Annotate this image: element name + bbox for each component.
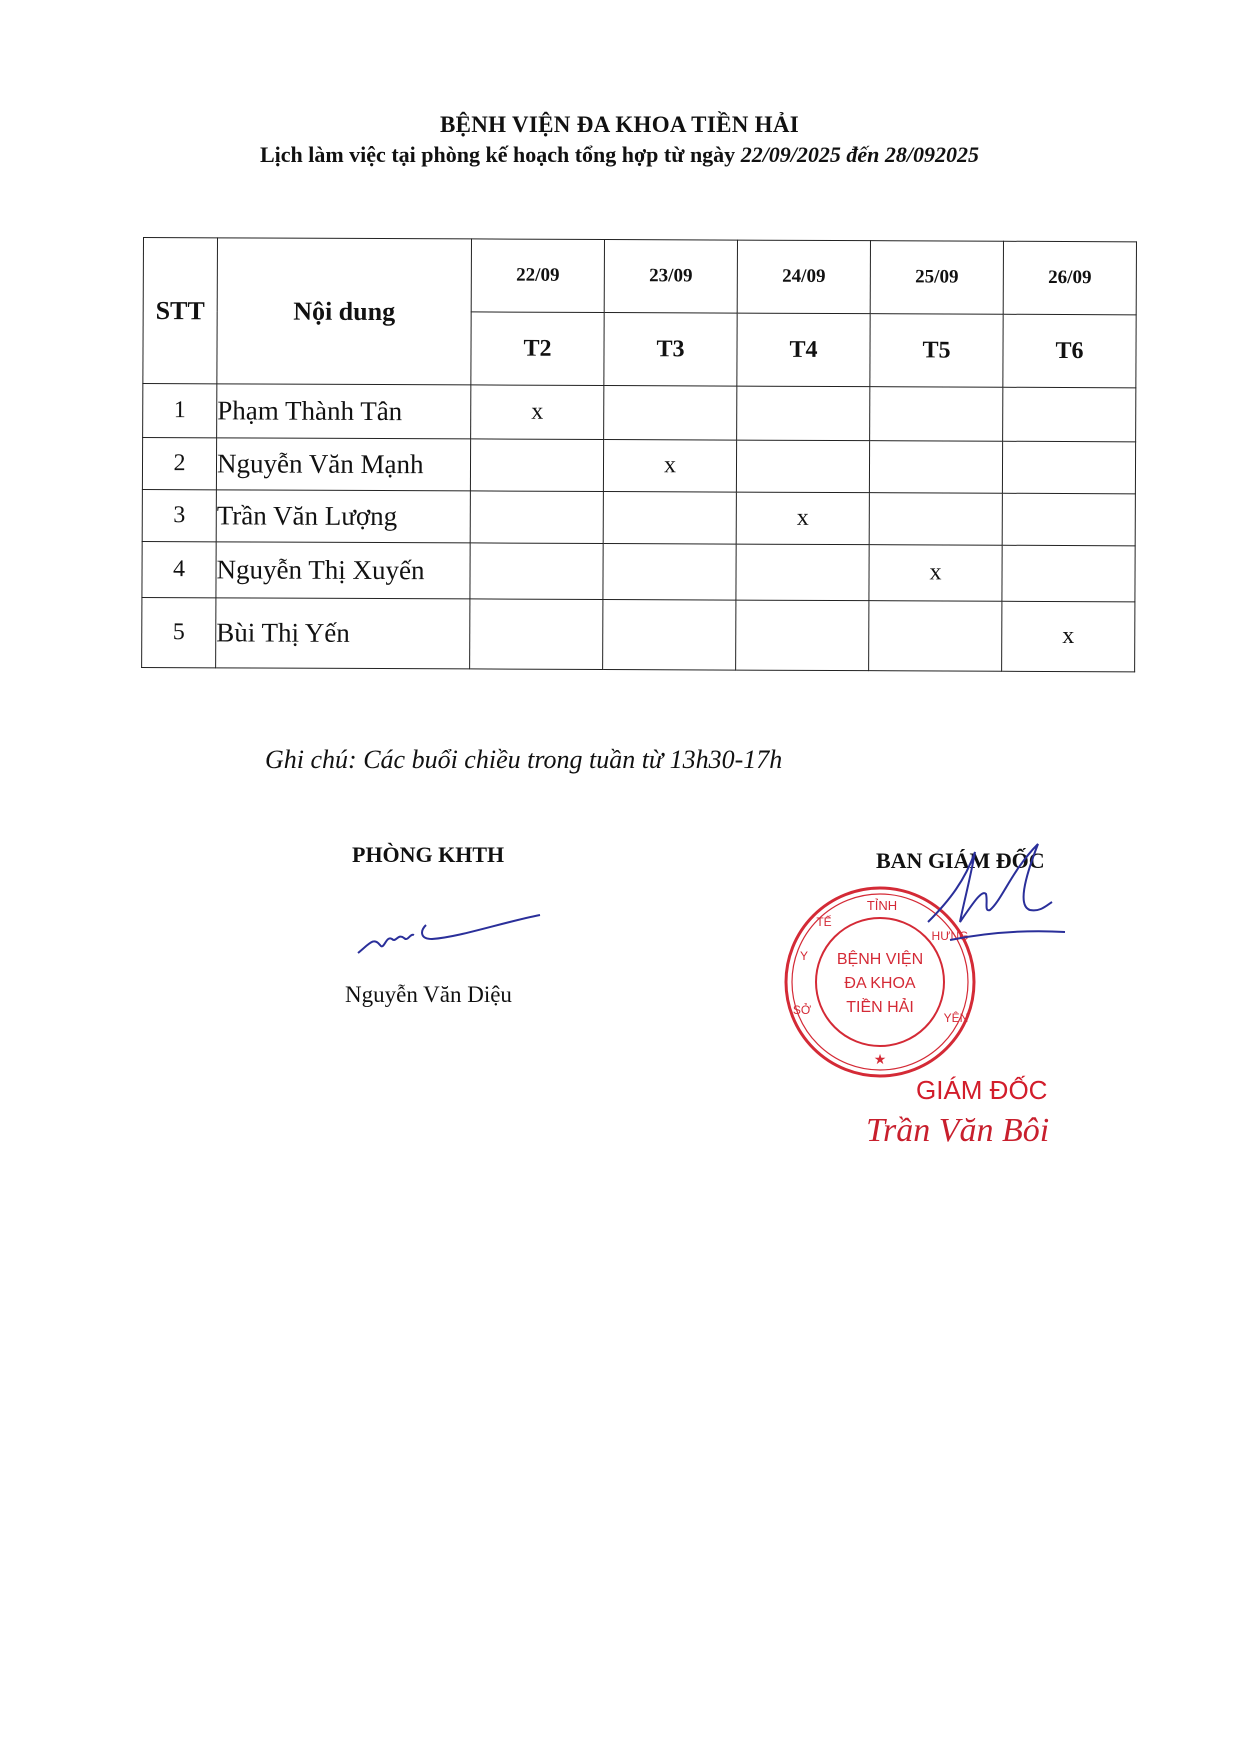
schedule-mark: x <box>736 492 869 545</box>
table-row <box>142 489 1135 545</box>
row-stt: 2 <box>142 438 216 490</box>
schedule-mark: x <box>471 385 604 440</box>
seal-text: SỞ <box>792 1003 812 1017</box>
dept-signature <box>350 905 550 965</box>
schedule-mark <box>736 600 869 671</box>
table-row <box>142 438 1135 494</box>
seal-text: TỈNH <box>866 898 898 913</box>
dept-signer-name: Nguyễn Văn Diệu <box>345 982 512 1007</box>
row-stt: 5 <box>142 597 216 667</box>
schedule-mark <box>869 441 1002 494</box>
schedule-mark <box>1002 441 1135 494</box>
board-label: BAN GIÁM ĐỐC <box>876 848 1045 873</box>
seal-text: TẾ <box>816 915 832 929</box>
hospital-name: BỆNH VIỆN ĐA KHOA TIỀN HẢI <box>439 112 800 137</box>
header-weekday: T4 <box>737 313 870 387</box>
seal-text: TIỀN HẢI <box>846 999 914 1016</box>
table-row <box>143 384 1136 442</box>
row-name: Trần Văn Lượng <box>216 490 470 543</box>
schedule-mark <box>736 440 869 493</box>
header-date: 24/09 <box>737 240 870 314</box>
schedule-mark <box>870 387 1003 442</box>
schedule-mark <box>737 386 870 441</box>
table-row <box>142 541 1135 601</box>
schedule-table <box>141 237 1137 672</box>
schedule-mark <box>603 544 736 601</box>
schedule-mark <box>470 543 603 600</box>
director-name: Trần Văn Bôi <box>866 1112 1050 1149</box>
header-date: 22/09 <box>471 239 604 313</box>
schedule-mark <box>1003 387 1136 442</box>
schedule-mark: x <box>869 545 1002 602</box>
row-stt: 4 <box>142 541 216 597</box>
schedule-mark <box>869 493 1002 546</box>
schedule-mark <box>470 439 603 492</box>
subtitle-date-range: 22/09/2025 đến 28/092025 <box>740 142 980 167</box>
schedule-mark <box>604 386 737 441</box>
table-row <box>142 597 1135 671</box>
schedule-mark: x <box>1002 601 1135 672</box>
schedule-mark <box>603 600 736 671</box>
director-signature <box>920 840 1070 960</box>
schedule-mark <box>736 544 869 601</box>
schedule-mark <box>603 492 736 545</box>
header-date: 23/09 <box>604 240 737 314</box>
row-name: Nguyễn Văn Mạnh <box>216 438 470 491</box>
header-weekday: T5 <box>870 314 1003 388</box>
header-content: Nội dung <box>217 238 472 385</box>
subtitle-prefix: Lịch làm việc tại phòng kế hoạch tổng hợp từ ngày <box>259 142 741 167</box>
seal-text: ★ <box>873 1051 887 1067</box>
row-name: Phạm Thành Tân <box>217 384 471 439</box>
row-name: Nguyễn Thị Xuyến <box>216 542 470 599</box>
header-date: 26/09 <box>1003 241 1136 315</box>
seal-text: HƯNG <box>931 929 969 943</box>
header-weekday: T6 <box>1003 314 1136 388</box>
header-weekday: T2 <box>471 312 604 386</box>
row-stt: 1 <box>143 384 217 438</box>
dept-label: PHÒNG KHTH <box>352 842 505 867</box>
schedule-mark <box>470 491 603 544</box>
schedule-mark <box>1002 545 1135 602</box>
schedule-mark: x <box>603 440 736 493</box>
seal-text: YÊN <box>943 1011 969 1025</box>
seal-text: Y <box>799 949 809 963</box>
schedule-mark <box>869 601 1002 672</box>
document-subtitle <box>0 142 1239 168</box>
header-stt: STT <box>143 238 218 384</box>
header-weekday: T3 <box>604 313 737 387</box>
header-date: 25/09 <box>870 241 1003 315</box>
row-name: Bùi Thị Yến <box>216 598 470 669</box>
seal-text: ĐA KHOA <box>844 975 916 992</box>
schedule-mark <box>1002 493 1135 546</box>
director-title: GIÁM ĐỐC <box>916 1075 1048 1105</box>
seal-text: BỆNH VIỆN <box>836 951 924 968</box>
note: Ghi chú: Các buổi chiều trong tuần từ 13h30-17h <box>265 745 783 774</box>
schedule-mark <box>470 599 603 670</box>
row-stt: 3 <box>142 489 216 541</box>
